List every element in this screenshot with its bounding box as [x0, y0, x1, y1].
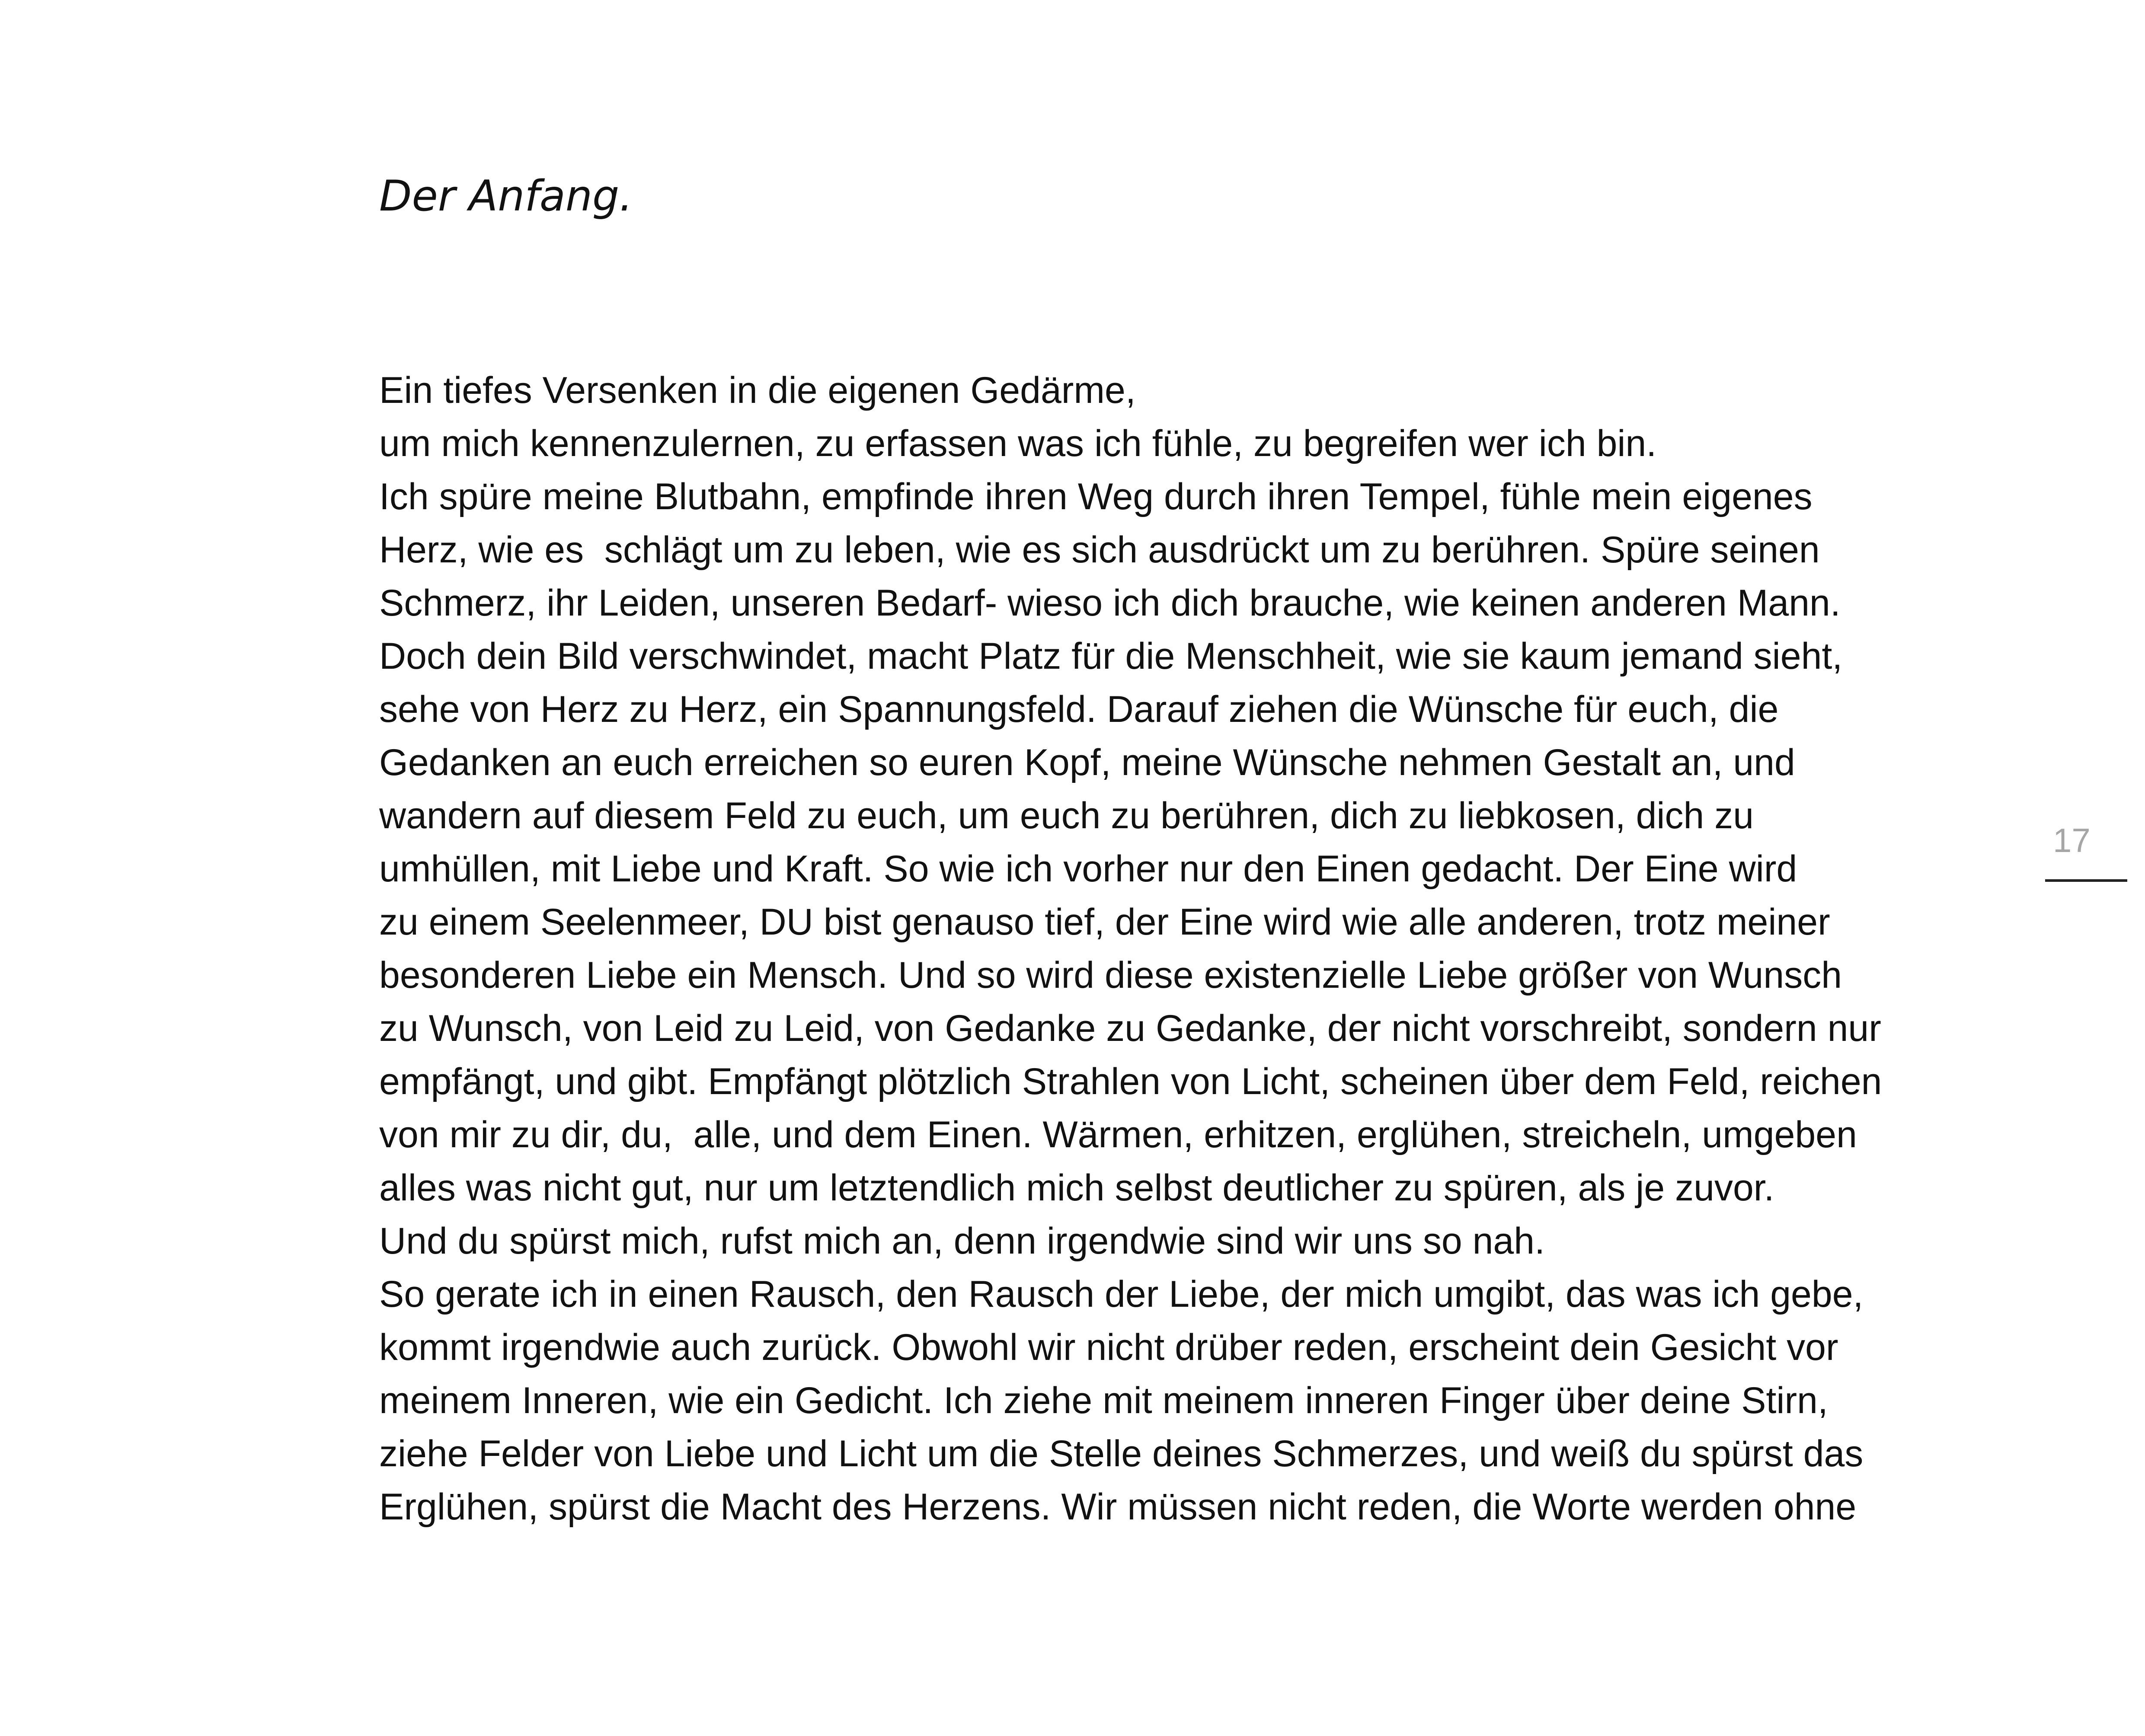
text-line: Ich spüre meine Blutbahn, empfinde ihren Weg durch ihren Tempel, fühle mein eigenes — [379, 476, 1813, 517]
text-line: So gerate ich in einen Rausch, den Rausch der Liebe, der mich umgibt, das was ich gebe, — [379, 1273, 1864, 1315]
body-text — [379, 364, 1882, 1534]
text-line: von mir zu dir, du, alle, und dem Einen. Wärmen, erhitzen, erglühen, streicheln, umgeben — [379, 1114, 1857, 1155]
text-line: meinem Inneren, wie ein Gedicht. Ich ziehe mit meinem inneren Finger über deine Stirn, — [379, 1380, 1828, 1421]
text-line: sehe von Herz zu Herz, ein Spannungsfeld. Darauf ziehen die Wünsche für euch, die — [379, 689, 1779, 730]
page-number: 17 — [2053, 821, 2091, 859]
text-line: Doch dein Bild verschwindet, macht Platz für die Menschheit, wie sie kaum jemand sieht, — [379, 635, 1843, 677]
text-line: zu Wunsch, von Leid zu Leid, von Gedanke zu Gedanke, der nicht vorschreibt, sondern nur — [379, 1008, 1881, 1049]
text-line: Ein tiefes Versenken in die eigenen Gedärme, — [379, 370, 1136, 411]
text-line: umhüllen, mit Liebe und Kraft. So wie ich vorher nur den Einen gedacht. Der Eine wird — [379, 848, 1797, 890]
text-line: wandern auf diesem Feld zu euch, um euch zu berühren, dich zu liebkosen, dich zu — [379, 795, 1754, 836]
text-line: alles was nicht gut, nur um letztendlich mich selbst deutlicher zu spüren, als je zuvor. — [379, 1167, 1774, 1209]
page-title: Der Anfang. — [379, 172, 633, 221]
text-line: Herz, wie es schlägt um zu leben, wie es sich ausdrückt um zu berühren. Spüre seinen — [379, 529, 1820, 571]
text-line: kommt irgendwie auch zurück. Obwohl wir nicht drüber reden, erscheint dein Gesicht vor — [379, 1327, 1838, 1368]
text-line: um mich kennenzulernen, zu erfassen was ich fühle, zu begreifen wer ich bin. — [379, 423, 1657, 464]
text-line: ziehe Felder von Liebe und Licht um die Stelle deines Schmerzes, und weiß du spürst das — [379, 1433, 1864, 1474]
text-line: besonderen Liebe ein Mensch. Und so wird diese existenzielle Liebe größer von Wunsch — [379, 954, 1842, 996]
text-line: Gedanken an euch erreichen so euren Kopf, meine Wünsche nehmen Gestalt an, und — [379, 742, 1795, 783]
text-line: zu einem Seelenmeer, DU bist genauso tief, der Eine wird wie alle anderen, trotz meiner — [379, 901, 1830, 943]
text-line: Erglühen, spürst die Macht des Herzens. Wir müssen nicht reden, die Worte werden ohne — [379, 1486, 1857, 1528]
text-line: Und du spürst mich, rufst mich an, denn irgendwie sind wir uns so nah. — [379, 1220, 1545, 1262]
page-number-rule — [2045, 879, 2127, 882]
text-line: empfängt, und gibt. Empfängt plötzlich Strahlen von Licht, scheinen über dem Feld, reichen — [379, 1061, 1882, 1102]
text-line: Schmerz, ihr Leiden, unseren Bedarf- wieso ich dich brauche, wie keinen anderen Mann. — [379, 582, 1841, 624]
